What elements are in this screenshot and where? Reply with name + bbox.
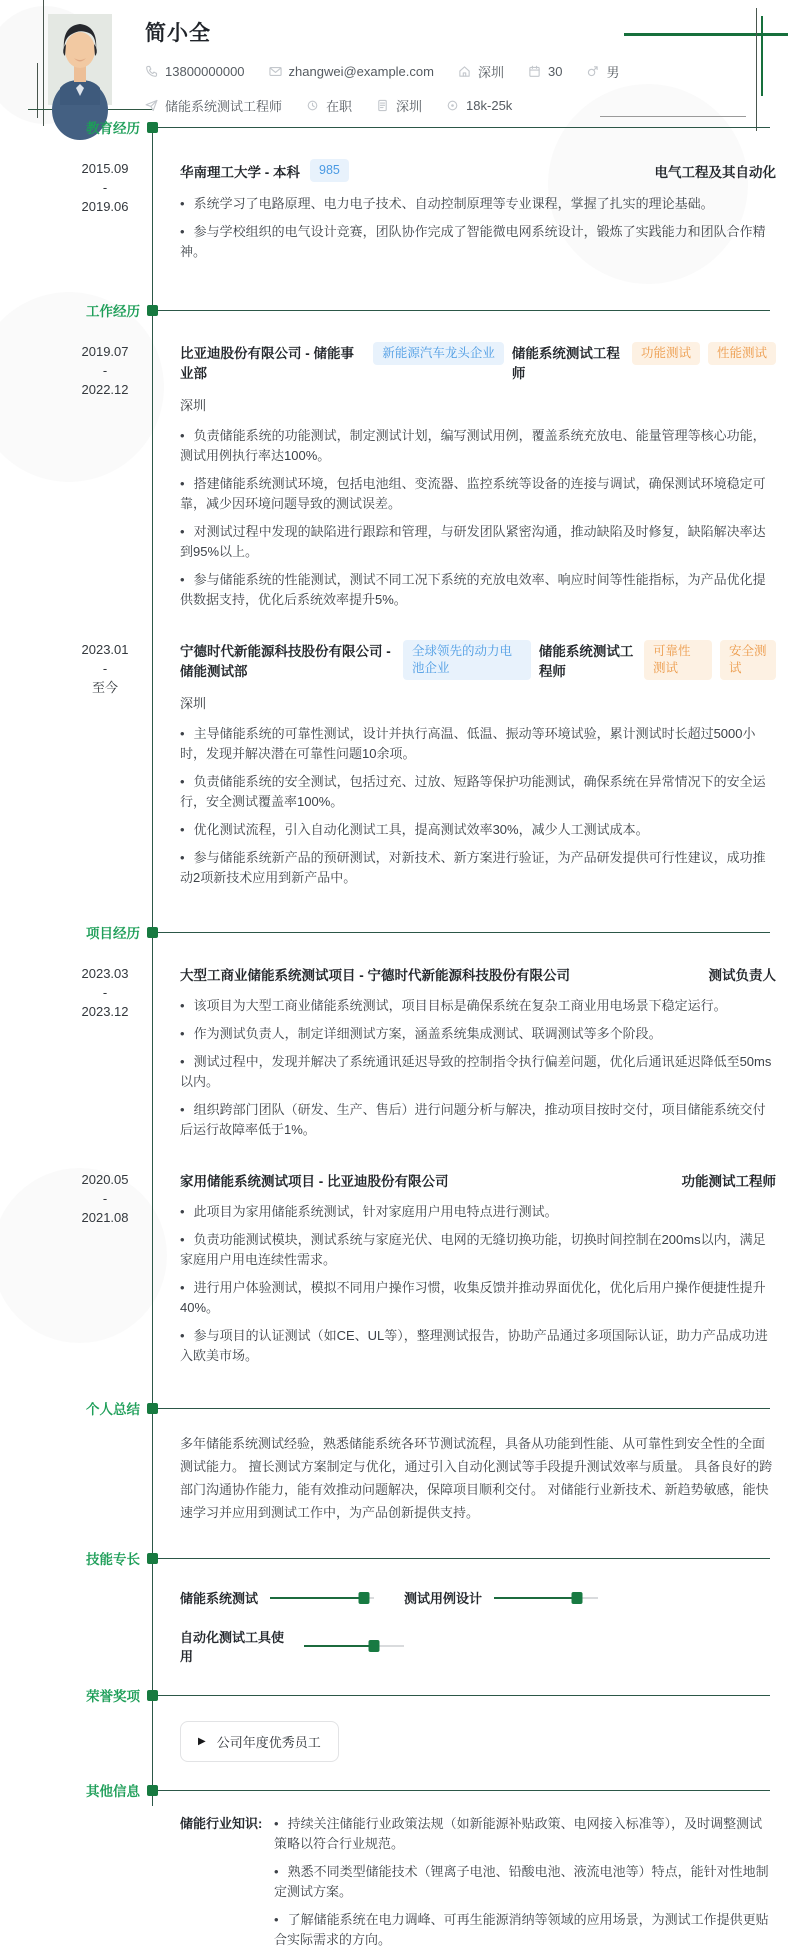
education-bullets (180, 194, 776, 262)
date-separator: - (102, 985, 108, 1000)
salary-item (446, 98, 512, 113)
email-value: zhangwei@example.com (288, 64, 434, 79)
bullet-item: • 主导储能系统的可靠性测试，设计并执行高温、低温、振动等环境试验，累计测试时长超过5000小时，发现并解决潜在可靠性问题10余项。 (180, 724, 776, 764)
bullet-item: • 了解储能系统在电力调峰、可再生能源消纳等领域的应用场景，为测试工作提供更贴合实际需求的方向。 (274, 1910, 774, 1950)
section-divider (158, 932, 770, 933)
section-marker (147, 122, 158, 133)
skill-label: 储能系统测试 (180, 1591, 259, 1606)
honor-label: 公司年度优秀员工 (216, 1735, 321, 1750)
section-title: 工作经历 (86, 304, 140, 319)
company-name: 宁德时代新能源科技股份有限公司 - 储能测试部 (180, 644, 391, 679)
location-item (458, 62, 504, 81)
date-start: 2019.07 (81, 344, 129, 359)
entry-date-range (0, 964, 152, 1148)
job-row (145, 96, 770, 115)
status-circle-icon (306, 99, 319, 112)
section-honors (0, 1685, 794, 1762)
section-work-header (0, 300, 794, 320)
skill-slider-handle[interactable] (369, 1640, 380, 1652)
entry-date-range (0, 159, 152, 270)
section-marker (147, 1553, 158, 1564)
bullet-item: • 测试过程中，发现并解决了系统通讯延迟导致的控制指令执行偏差问题，优化后通讯延迟降低至50ms以内。 (180, 1052, 776, 1092)
bullet-item: • 负责储能系统的安全测试，包括过充、过放、短路等保护功能测试，确保系统在异常情况下的安全运行，安全测试覆盖率100%。 (180, 772, 776, 812)
work-location: 深圳 (180, 696, 207, 711)
section-projects-header (0, 922, 794, 942)
skill-slider[interactable] (494, 1592, 598, 1604)
email-icon (269, 65, 282, 78)
date-separator: - (102, 1191, 108, 1206)
work-bullets (180, 724, 776, 888)
bullet-item: • 持续关注储能行业政策法规（如新能源补贴政策、电网接入标准等），及时调整测试策略以符合行业规范。 (274, 1814, 774, 1854)
project-bullets (180, 996, 776, 1140)
date-end: 2023.12 (81, 1004, 129, 1019)
section-other-header (0, 1780, 794, 1800)
section-work (0, 300, 794, 896)
section-skills-header (0, 1548, 794, 1568)
position-item (145, 96, 282, 115)
section-title: 个人总结 (86, 1402, 140, 1417)
bullet-item: • 该项目为大型工商业储能系统测试，项目目标是确保系统在复杂工商业用电场景下稳定运行。 (180, 996, 776, 1016)
bullet-item: • 负责功能测试模块，测试系统与家庭光伏、电网的无缝切换功能，切换时间控制在200ms以内，满足家庭用户用电连续性需求。 (180, 1230, 776, 1270)
company-badge: 新能源汽车龙头企业 (373, 342, 504, 365)
section-marker (147, 1785, 158, 1796)
date-end: 至今 (91, 680, 118, 695)
bullet-item: • 参与项目的认证测试（如CE、UL等），整理测试报告，协助产品通过多项国际认证，助力产品成功进入欧美市场。 (180, 1326, 776, 1366)
bullet-item: • 此项目为家用储能系统测试，针对家庭用户用电特点进行测试。 (180, 1202, 776, 1222)
document-icon (376, 99, 389, 112)
skill-fill-bar (494, 1597, 577, 1599)
section-marker (147, 305, 158, 316)
age-item (528, 64, 562, 79)
education-entry (0, 159, 794, 270)
phone-value: 13800000000 (165, 64, 245, 79)
other-info-block (180, 1814, 774, 1958)
date-end: 2021.08 (81, 1210, 129, 1225)
work-tag: 性能测试 (708, 342, 776, 365)
project-title-row (180, 964, 776, 984)
bullet-item: • 负责储能系统的功能测试，制定测试计划，编写测试用例，覆盖系统充放电、能量管理等核心功能，测试用例执行率达100%。 (180, 426, 776, 466)
education-title-row (180, 159, 776, 182)
section-other (0, 1780, 794, 1958)
section-summary-header (0, 1398, 794, 1418)
project-title-row (180, 1170, 776, 1190)
play-icon: ▶ (198, 1735, 206, 1747)
section-title: 项目经历 (86, 926, 140, 941)
resume-body (0, 117, 794, 1958)
project-entry (0, 964, 794, 1148)
skill-fill-bar (270, 1597, 364, 1599)
city-value: 深圳 (396, 99, 423, 114)
skills-grid (180, 1588, 774, 1665)
age-value: 30 (547, 64, 563, 79)
candidate-name: 简小全 (145, 22, 211, 45)
role-title: 储能系统测试工程师 (511, 346, 620, 381)
school-badge: 985 (310, 159, 349, 182)
bullet-item: • 组织跨部门团队（研发、生产、售后）进行问题分析与解决，推动项目按时交付，项目储能系统交付后运行故障率低于1%。 (180, 1100, 776, 1140)
honor-button[interactable] (180, 1721, 339, 1762)
date-start: 2023.01 (81, 642, 129, 657)
skill-slider-handle[interactable] (572, 1592, 583, 1604)
date-separator: - (102, 661, 108, 676)
bullet-item: • 熟悉不同类型储能技术（锂离子电池、铅酸电池、液流电池等）特点，能针对性地制定测试方案。 (274, 1862, 774, 1902)
entry-date-range (0, 1170, 152, 1374)
date-start: 2023.03 (81, 966, 129, 981)
work-entry (0, 342, 794, 618)
work-location: 深圳 (180, 398, 207, 413)
bullet-item: • 作为测试负责人，制定详细测试方案，涵盖系统集成测试、联调测试等多个阶段。 (180, 1024, 776, 1044)
section-summary (0, 1398, 794, 1524)
date-start: 2015.09 (81, 161, 129, 176)
other-info-label: 储能行业知识: (180, 1816, 263, 1831)
city-item (376, 96, 422, 115)
avatar-portrait (48, 14, 112, 105)
avatar (48, 14, 112, 105)
section-marker (147, 927, 158, 938)
skill-item (180, 1588, 404, 1607)
home-icon (458, 65, 471, 78)
paper-plane-icon (145, 99, 158, 112)
date-end: 2019.06 (81, 199, 129, 214)
role-title: 储能系统测试工程师 (538, 644, 634, 679)
section-honors-header (0, 1685, 794, 1705)
resume-header (0, 0, 794, 115)
work-entry (0, 640, 794, 896)
section-projects (0, 922, 794, 1374)
project-name: 家用储能系统测试项目 - 比亚迪股份有限公司 (180, 1174, 449, 1189)
work-tag: 可靠性测试 (644, 640, 712, 680)
project-role: 功能测试工程师 (681, 1174, 776, 1189)
major-name: 电气工程及其自动化 (654, 164, 776, 180)
section-title: 其他信息 (86, 1784, 140, 1799)
work-bullets (180, 426, 776, 610)
position-value: 储能系统测试工程师 (165, 99, 283, 114)
section-divider (158, 127, 770, 128)
gender-icon (586, 65, 599, 78)
work-tag: 功能测试 (632, 342, 700, 365)
skill-slider[interactable] (270, 1592, 374, 1604)
bullet-item: • 优化测试流程，引入自动化测试工具，提高测试效率30%，减少人工测试成本。 (180, 820, 776, 840)
entry-date-range (0, 342, 152, 618)
skill-label: 自动化测试工具使用 (180, 1630, 285, 1664)
section-title: 荣誉奖项 (86, 1689, 140, 1704)
skill-slider[interactable] (304, 1640, 404, 1652)
section-divider (158, 1790, 770, 1791)
section-marker (147, 1690, 158, 1701)
section-divider (158, 1408, 770, 1409)
date-separator: - (102, 363, 108, 378)
status-value: 在职 (326, 99, 353, 114)
other-bullets (274, 1814, 774, 1958)
section-education (0, 117, 794, 270)
target-icon (446, 99, 459, 112)
section-education-header (0, 117, 794, 137)
project-entry (0, 1170, 794, 1374)
section-marker (147, 1403, 158, 1414)
skill-item (180, 1627, 404, 1665)
gender-item (586, 62, 619, 81)
skill-label: 测试用例设计 (404, 1591, 483, 1606)
bullet-item: • 搭建储能系统测试环境，包括电池组、变流器、监控系统等设备的连接与调试，确保测试环境稳定可靠，减少因环境问题导致的测试误差。 (180, 474, 776, 514)
project-bullets (180, 1202, 776, 1366)
company-name: 比亚迪股份有限公司 - 储能事业部 (180, 346, 354, 381)
gender-value: 男 (606, 65, 620, 80)
contact-row (145, 62, 770, 81)
skill-fill-bar (304, 1645, 374, 1647)
work-title-row (180, 640, 776, 680)
status-item (306, 96, 352, 115)
salary-value: 18k-25k (466, 98, 513, 113)
bullet-item: • 参与储能系统的性能测试，测试不同工况下系统的充放电效率、响应时间等性能指标，为产品优化提供数据支持，优化后系统效率提升5%。 (180, 570, 776, 610)
date-start: 2020.05 (81, 1172, 129, 1187)
phone-icon (145, 65, 158, 78)
section-title: 技能专长 (86, 1552, 140, 1567)
company-badge: 全球领先的动力电池企业 (403, 640, 531, 680)
work-title-row (180, 342, 776, 382)
section-title: 教育经历 (86, 121, 140, 136)
work-tag: 安全测试 (720, 640, 776, 680)
phone-item (145, 64, 245, 79)
skill-item (404, 1588, 598, 1607)
date-end: 2022.12 (81, 382, 129, 397)
email-item (269, 64, 434, 79)
bullet-item: • 进行用户体验测试，模拟不同用户操作习惯，收集反馈并推动界面优化，优化后用户操作便捷性提升40%。 (180, 1278, 776, 1318)
school-name: 华南理工大学 - 本科 (180, 164, 300, 180)
entry-date-range (0, 640, 152, 896)
section-skills (0, 1548, 794, 1665)
bullet-item: • 参与学校组织的电气设计竞赛，团队协作完成了智能微电网系统设计，锻炼了实践能力和团队合作精神。 (180, 222, 776, 262)
project-name: 大型工商业储能系统测试项目 - 宁德时代新能源科技股份有限公司 (180, 968, 570, 983)
bullet-item: • 对测试过程中发现的缺陷进行跟踪和管理，与研发团队紧密沟通，推动缺陷及时修复，缺陷解决率达到95%以上。 (180, 522, 776, 562)
date-separator: - (102, 180, 108, 195)
section-divider (158, 310, 770, 311)
bullet-item: • 系统学习了电路原理、电力电子技术、自动控制原理等专业课程，掌握了扎实的理论基础。 (180, 194, 776, 214)
skill-slider-handle[interactable] (358, 1592, 369, 1604)
section-divider (158, 1558, 770, 1559)
section-divider (158, 1695, 770, 1696)
location-value: 深圳 (477, 65, 504, 80)
bullet-item: • 参与储能系统新产品的预研测试，对新技术、新方案进行验证，为产品研发提供可行性建议，成功推动2项新技术应用到新产品中。 (180, 848, 776, 888)
summary-text: 多年储能系统测试经验，熟悉储能系统各环节测试流程，具备从功能到性能、从可靠性到安全性的全面测试能力。 擅长测试方案制定与优化，通过引入自动化测试等手段提升测试效率与质量。 具备良好的跨部门沟通协作能力，能有效推动问题解决，保障项目顺利交付。 对储能行业新技术、新趋势敏感，能快速学习并应用到测试工作中，为产品创新提供支持。 (180, 1436, 773, 1520)
calendar-icon (528, 65, 541, 78)
project-role: 测试负责人 (708, 968, 776, 983)
